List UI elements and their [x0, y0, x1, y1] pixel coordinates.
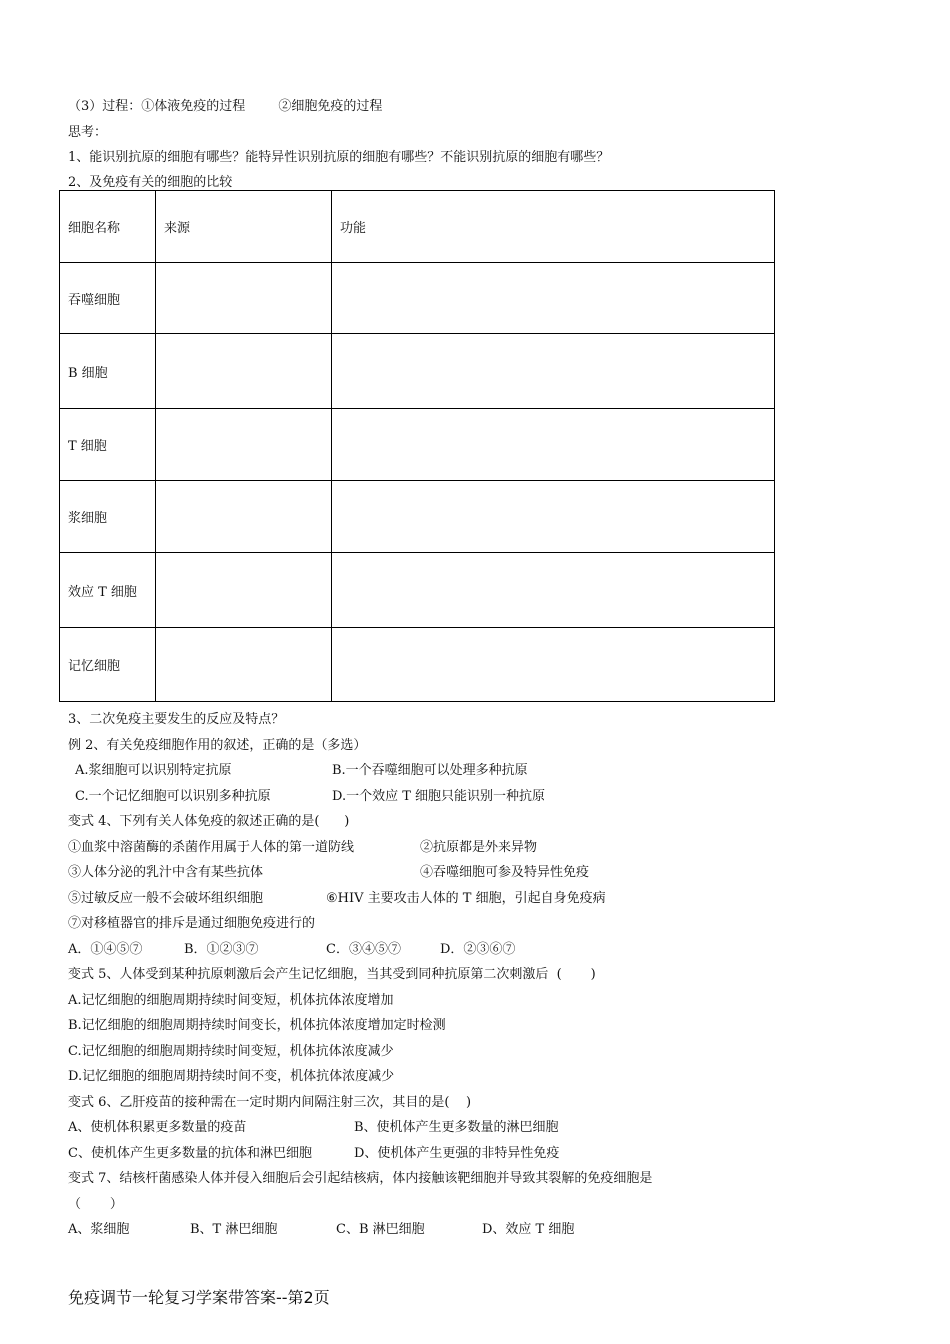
variant-5-option-a: A.记忆细胞的细胞周期持续时间变短，机体抗体浓度增加: [68, 993, 394, 1008]
cell-name: 效应 T 细胞: [60, 553, 156, 628]
variant-4-option-b: B．①②③⑦: [184, 942, 259, 957]
table-row: [60, 263, 775, 334]
process-line: （3）过程：①体液免疫的过程 ②细胞免疫的过程: [68, 99, 383, 114]
example-2-option-c: C.一个记忆细胞可以识别多种抗原: [75, 789, 271, 804]
cell-source[interactable]: [156, 409, 332, 481]
variant-6-stem: 变式 6、乙肝疫苗的接种需在一定时期内间隔注射三次，其目的是( ): [68, 1095, 472, 1110]
variant-4-statement-5: ⑤过敏反应一般不会破坏组织细胞: [68, 891, 264, 906]
variant-6-option-a: A、使机体积累更多数量的疫苗: [68, 1120, 247, 1135]
variant-6-option-b: B、使机体产生更多数量的淋巴细胞: [354, 1120, 559, 1135]
table-header-row: [60, 191, 775, 263]
cell-name: T 细胞: [60, 409, 156, 481]
variant-7-option-c: C、B 淋巴细胞: [336, 1222, 425, 1237]
variant-7-answer-blank: （ ）: [68, 1197, 123, 1212]
think-label: 思考：: [68, 125, 108, 140]
variant-4-statement-6: ⑥HIV 主要攻击人体的 T 细胞，引起自身免疫病: [326, 891, 606, 906]
variant-4-option-a: A．①④⑤⑦: [68, 942, 143, 957]
cell-name: 浆细胞: [60, 481, 156, 553]
cell-name: 吞噬细胞: [60, 263, 156, 334]
cell-source[interactable]: [156, 628, 332, 702]
variant-4-statement-3: ③人体分泌的乳汁中含有某些抗体: [68, 865, 264, 880]
table-row: [60, 628, 775, 702]
table-row: [60, 553, 775, 628]
variant-7-option-d: D、效应 T 细胞: [482, 1222, 575, 1237]
header-cell-name: 细胞名称: [60, 191, 156, 263]
cell-name: B 细胞: [60, 334, 156, 409]
header-cell-source: 来源: [156, 191, 332, 263]
table-row: [60, 481, 775, 553]
variant-5-option-d: D.记忆细胞的细胞周期持续时间不变，机体抗体浓度减少: [68, 1069, 395, 1084]
example-2-option-d: D.一个效应 T 细胞只能识别一种抗原: [332, 789, 546, 804]
variant-4-statement-7: ⑦对移植器官的排斥是通过细胞免疫进行的: [68, 916, 316, 931]
question-1: 1、能识别抗原的细胞有哪些？能特异性识别抗原的细胞有哪些？不能识别抗原的细胞有哪些？: [68, 150, 610, 165]
example-2-stem: 例 2、有关免疫细胞作用的叙述，正确的是（多选）: [68, 738, 367, 753]
variant-5-option-c: C.记忆细胞的细胞周期持续时间变短，机体抗体浓度减少: [68, 1044, 394, 1059]
cell-source[interactable]: [156, 481, 332, 553]
cell-source[interactable]: [156, 334, 332, 409]
variant-4-statement-4: ④吞噬细胞可参及特异性免疫: [420, 865, 590, 880]
cell-source[interactable]: [156, 263, 332, 334]
cell-function[interactable]: [332, 481, 775, 553]
variant-5-option-b: B.记忆细胞的细胞周期持续时间变长，机体抗体浓度增加定时检测: [68, 1018, 446, 1033]
variant-5-stem: 变式 5、人体受到某种抗原刺激后会产生记忆细胞，当其受到同种抗原第二次刺激后 ( ): [68, 967, 596, 982]
cell-source[interactable]: [156, 553, 332, 628]
variant-4-statement-2: ②抗原都是外来异物: [420, 840, 538, 855]
variant-7-option-a: A、浆细胞: [68, 1222, 130, 1237]
table-row: [60, 334, 775, 409]
cell-function[interactable]: [332, 334, 775, 409]
cell-function[interactable]: [332, 409, 775, 481]
variant-4-stem: 变式 4、下列有关人体免疫的叙述正确的是( ): [68, 814, 350, 829]
example-2-option-a: A.浆细胞可以识别特定抗原: [75, 763, 232, 778]
cell-comparison-table: [59, 190, 775, 702]
variant-6-option-d: D、使机体产生更强的非特异性免疫: [354, 1146, 560, 1161]
variant-4-option-c: C．③④⑤⑦: [326, 942, 401, 957]
cell-function[interactable]: [332, 553, 775, 628]
variant-7-option-b: B、T 淋巴细胞: [190, 1222, 278, 1237]
page-footer: 免疫调节一轮复习学案带答案--第2页: [68, 1288, 330, 1307]
cell-name: 记忆细胞: [60, 628, 156, 702]
cell-function[interactable]: [332, 263, 775, 334]
example-2-option-b: B.一个吞噬细胞可以处理多种抗原: [332, 763, 528, 778]
table-row: [60, 409, 775, 481]
variant-4-statement-1: ①血浆中溶菌酶的杀菌作用属于人体的第一道防线: [68, 840, 355, 855]
variant-6-option-c: C、使机体产生更多数量的抗体和淋巴细胞: [68, 1146, 312, 1161]
variant-4-option-d: D．②③⑥⑦: [440, 942, 516, 957]
cell-function[interactable]: [332, 628, 775, 702]
question-3: 3、二次免疫主要发生的反应及特点？: [68, 712, 285, 727]
question-2: 2、及免疫有关的细胞的比较: [68, 175, 233, 190]
variant-7-stem: 变式 7、结核杆菌感染人体并侵入细胞后会引起结核病，体内接触该靶细胞并导致其裂解的免疫细胞是: [68, 1171, 653, 1186]
header-cell-function: 功能: [332, 191, 775, 263]
